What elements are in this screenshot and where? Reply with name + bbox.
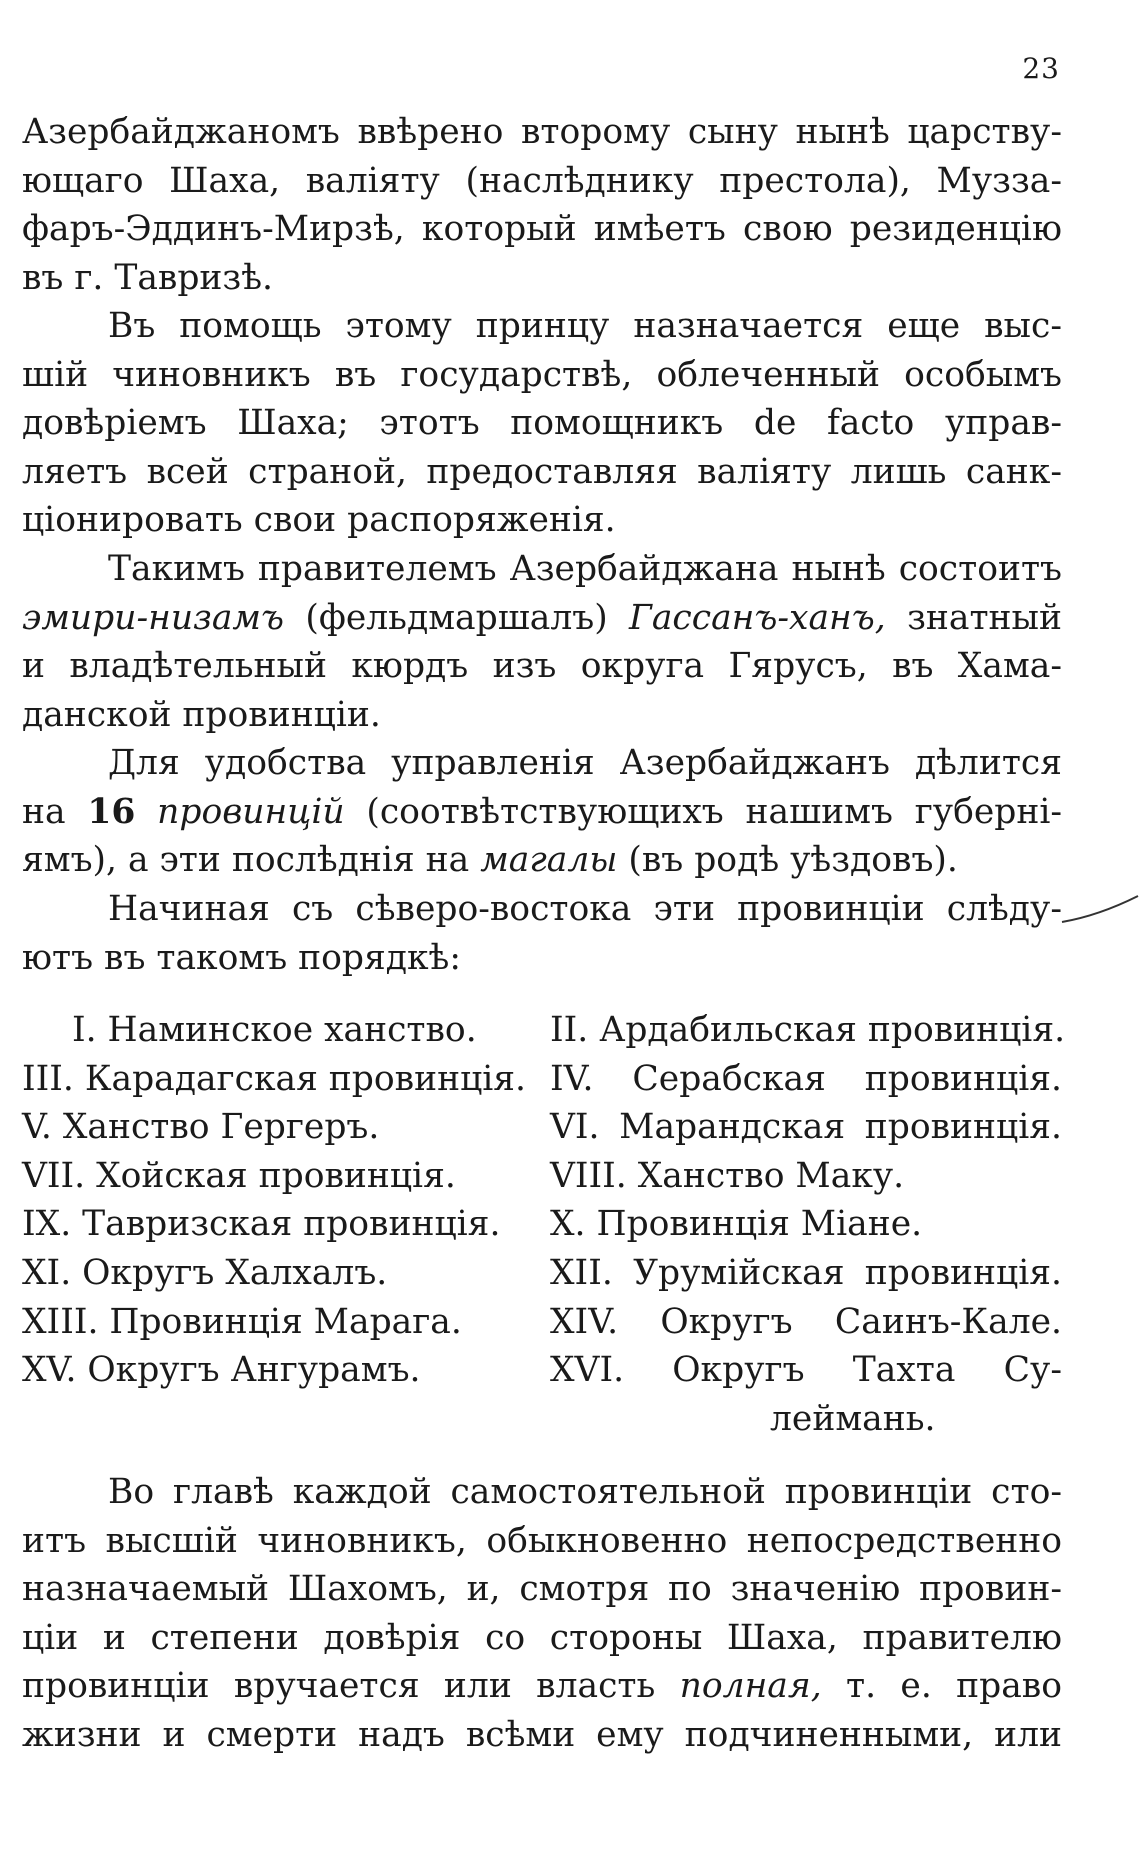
text-line: жизни и смерти надъ всѣми ему подчиненными, или <box>22 1714 1062 1755</box>
text-span: (соотвѣтствующихъ нашимъ губерні- <box>366 791 1063 832</box>
province-right: VIII. Ханство Маку. <box>550 1155 905 1196</box>
province-left: XIII. Провинція Марага. <box>22 1301 462 1342</box>
bold-number: 16 <box>87 791 136 832</box>
text-line: ютъ въ такомъ порядкѣ: <box>22 937 461 978</box>
text-span: (фельдмаршалъ) <box>305 597 608 638</box>
text-line: Для удобства управленія Азербайджанъ дѣлится <box>108 743 1062 783</box>
paragraph-3 <box>22 545 1062 739</box>
text-line: Такимъ правителемъ Азербайджана нынѣ состоитъ <box>108 549 1062 589</box>
province-right: XVI. Округъ Тахта Су- <box>550 1350 1062 1391</box>
italic-term: полная, <box>679 1666 822 1707</box>
italic-term: эмири-низамъ <box>22 597 285 638</box>
table-row <box>22 1152 1062 1201</box>
table-row <box>22 1346 1062 1395</box>
text-line: и владѣтельный кюрдъ изъ округа Гярусъ, въ Хама- <box>22 646 1062 687</box>
province-left: I. Наминское ханство. <box>72 1010 477 1050</box>
table-row <box>22 1006 1062 1055</box>
text-line <box>22 594 1062 643</box>
province-left: XI. Округъ Халхалъ. <box>22 1252 388 1293</box>
province-left: III. Карадагская провинція. <box>22 1058 527 1099</box>
text-line: ціи и степени довѣрія со стороны Шаха, правителю <box>22 1617 1062 1658</box>
text-line: ющаго Шаха, валіяту (наслѣднику престола), Музза- <box>22 160 1062 201</box>
page-number: 23 <box>1022 52 1060 85</box>
italic-term: провинцій <box>157 791 345 832</box>
text-span: знатный <box>907 597 1062 638</box>
text-line: Азербайджаномъ ввѣрено второму сыну нынѣ царству- <box>22 112 1062 152</box>
table-row <box>22 1055 1062 1104</box>
province-right-continuation: леймань. <box>770 1398 936 1439</box>
province-right: X. Провинція Міане. <box>550 1204 923 1245</box>
text-line: въ г. Тавризѣ. <box>22 257 274 298</box>
table-row <box>22 1249 1062 1298</box>
text-line <box>22 1662 1062 1711</box>
province-left-empty <box>22 1395 550 1444</box>
table-row <box>22 1103 1062 1152</box>
province-left: XV. Округъ Ангурамъ. <box>22 1350 421 1391</box>
text-span: ямъ), а эти послѣднія на <box>22 840 470 881</box>
paragraph-2 <box>22 302 1062 545</box>
text-span: (въ родѣ уѣздовъ). <box>628 840 958 881</box>
text-span: т. е. право <box>846 1666 1062 1707</box>
province-right: XII. Урумійская провинція. <box>550 1252 1062 1293</box>
paragraph-4 <box>22 739 1062 885</box>
text-span: провинціи вручается или власть <box>22 1666 656 1707</box>
province-left: VII. Хойская провинція. <box>22 1155 456 1196</box>
province-list <box>22 1006 1066 1443</box>
text-line: итъ высшій чиновникъ, обыкновенно непосредственно <box>22 1520 1062 1561</box>
text-line <box>22 788 1062 837</box>
text-line: Въ помощь этому принцу назначается еще выс- <box>108 306 1062 346</box>
text-line: ціонировать свои распоряженія. <box>22 500 616 541</box>
province-left: IX. Тавризская провинція. <box>22 1204 501 1245</box>
province-right: II. Ардабильская провинція. <box>550 1010 1066 1050</box>
paragraph-5 <box>22 885 1062 982</box>
text-line: Начиная съ сѣверо-востока эти провинціи слѣду- <box>108 889 1062 929</box>
table-row <box>22 1395 1062 1444</box>
text-line: шій чиновникъ въ государствѣ, облеченный особымъ <box>22 354 1062 395</box>
text-line <box>22 836 1062 885</box>
table-row <box>22 1200 1062 1249</box>
text-line: данской провинціи. <box>22 694 381 735</box>
province-right: XIV. Округъ Саинъ-Кале. <box>550 1301 1062 1342</box>
italic-term: магалы <box>480 840 618 881</box>
province-right: VI. Марандская провинція. <box>550 1107 1062 1148</box>
text-line: фаръ-Эддинъ-Мирзѣ, который имѣетъ свою резиденцію <box>22 209 1062 250</box>
province-right: IV. Серабская провинція. <box>550 1058 1062 1099</box>
paragraph-1 <box>22 108 1062 302</box>
margin-pencil-mark <box>1060 888 1140 928</box>
text-line: довѣріемъ Шаха; этотъ помощникъ de facto управ- <box>22 403 1062 444</box>
paragraph-6 <box>22 1468 1062 1760</box>
text-line: назначаемый Шахомъ, и, смотря по значенію провин- <box>22 1569 1062 1610</box>
table-row <box>22 1298 1062 1347</box>
text-line: Во главѣ каждой самостоятельной провинціи сто- <box>108 1472 1062 1512</box>
province-table <box>22 1006 1066 1443</box>
province-left: V. Ханство Гергеръ. <box>22 1107 380 1148</box>
italic-name: Гассанъ-ханъ, <box>629 597 886 638</box>
text-span: на <box>22 791 66 832</box>
text-line: ляетъ всей страной, предоставляя валіяту лишь санк- <box>22 451 1062 492</box>
